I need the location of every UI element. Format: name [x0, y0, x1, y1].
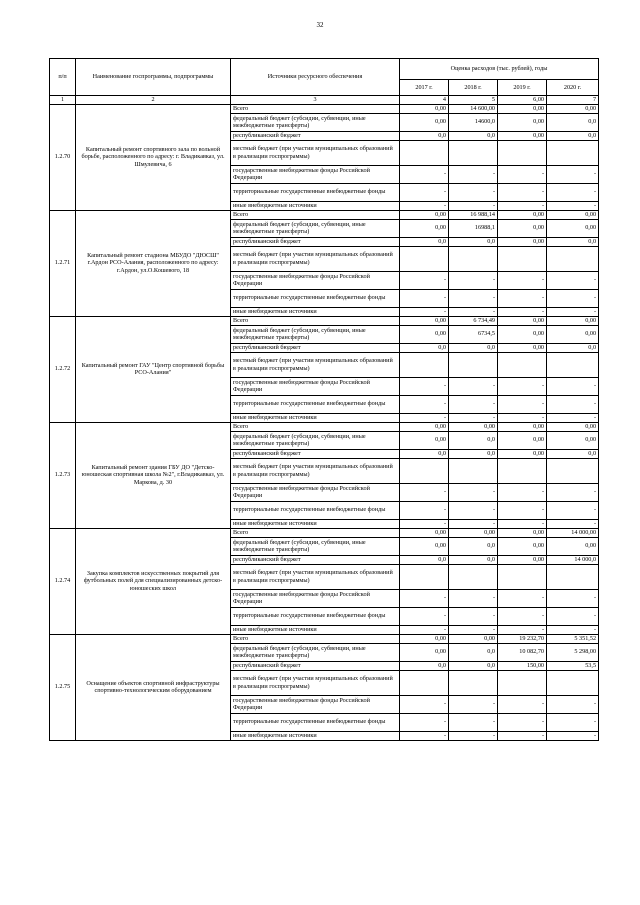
item-name: Капитальный ремонт спортивного зала по вольной борьбе, расположенного по адресу: г. Владикавказ, ул. Шмулевича, 6	[76, 104, 231, 210]
source-label: местный бюджет (при участии муниципальных образований в реализации госпрограммы)	[231, 458, 400, 483]
value-cell	[400, 564, 449, 589]
column-index: 1	[50, 96, 76, 105]
value-cell: 0,00	[498, 131, 547, 140]
value-cell: 0,0	[400, 555, 449, 564]
value-cell: -	[547, 271, 599, 289]
value-cell	[449, 564, 498, 589]
source-label: местный бюджет (при участии муниципальных образований в реализации госпрограммы)	[231, 564, 400, 589]
value-cell: -	[449, 483, 498, 501]
value-cell	[498, 564, 547, 589]
source-label: республиканский бюджет	[231, 661, 400, 670]
value-cell: 0,0	[449, 431, 498, 449]
value-cell: 0,00	[400, 219, 449, 237]
header-year: 2017 г.	[400, 80, 449, 96]
value-cell: -	[400, 289, 449, 307]
header-sources: Источники ресурсного обеспечения	[231, 59, 400, 96]
source-label: Всего	[231, 422, 400, 431]
value-cell	[449, 140, 498, 165]
item-name: Капитальный ремонт ГАУ "Центр спортивной борьбы РСО-Алания"	[76, 316, 231, 422]
value-cell: 0,00	[498, 219, 547, 237]
item-name: Капитальный ремонт стадиона МБУДО "ДЮСШ" г.Ардон РСО-Алания, расположенного по адресу: г.Ардон, ул.О.Кошевого, 18	[76, 210, 231, 316]
source-label: государственные внебюджетные фонды Российской Федерации	[231, 271, 400, 289]
source-label: территориальные государственные внебюджетные фонды	[231, 395, 400, 413]
value-cell: 150,00	[498, 661, 547, 670]
table-row	[50, 528, 599, 537]
source-label: республиканский бюджет	[231, 131, 400, 140]
value-cell: 0,0	[400, 449, 449, 458]
value-cell	[400, 140, 449, 165]
source-label: Всего	[231, 528, 400, 537]
header-year: 2018 г.	[449, 80, 498, 96]
value-cell: 0,00	[449, 422, 498, 431]
value-cell: -	[547, 625, 599, 634]
value-cell: -	[498, 201, 547, 210]
value-cell: 16988,1	[449, 219, 498, 237]
source-label: территориальные государственные внебюджетные фонды	[231, 713, 400, 731]
value-cell: -	[400, 731, 449, 740]
source-label: местный бюджет (при участии муниципальных образований в реализации госпрограммы)	[231, 246, 400, 271]
header-year: 2020 г.	[547, 80, 599, 96]
source-label: федеральный бюджет (субсидии, субвенции, иные межбюджетные трансферты)	[231, 113, 400, 131]
value-cell: -	[547, 501, 599, 519]
value-cell: -	[400, 271, 449, 289]
value-cell: 0,0	[400, 131, 449, 140]
value-cell: -	[449, 519, 498, 528]
source-label: федеральный бюджет (субсидии, субвенции, иные межбюджетные трансферты)	[231, 643, 400, 661]
value-cell: 0,0	[449, 131, 498, 140]
value-cell: 0,00	[400, 210, 449, 219]
value-cell: -	[547, 377, 599, 395]
value-cell: 0,00	[400, 422, 449, 431]
source-label: федеральный бюджет (субсидии, субвенции, иные межбюджетные трансферты)	[231, 325, 400, 343]
value-cell: 0,00	[449, 528, 498, 537]
item-code: 1.2.71	[50, 210, 76, 316]
budget-table	[49, 58, 599, 741]
value-cell: 14600,0	[449, 113, 498, 131]
value-cell	[547, 458, 599, 483]
value-cell: -	[400, 201, 449, 210]
item-code: 1.2.74	[50, 528, 76, 634]
value-cell: -	[547, 183, 599, 201]
value-cell: 19 232,70	[498, 634, 547, 643]
value-cell: -	[400, 483, 449, 501]
source-label: государственные внебюджетные фонды Российской Федерации	[231, 377, 400, 395]
header-estimate: Оценка расходов (тыс. рублей), годы	[400, 59, 599, 80]
value-cell: -	[498, 183, 547, 201]
value-cell: 0,00	[449, 634, 498, 643]
source-label: Всего	[231, 634, 400, 643]
value-cell: 0,00	[498, 237, 547, 246]
value-cell: 0,0	[400, 237, 449, 246]
source-label: Всего	[231, 104, 400, 113]
value-cell	[547, 670, 599, 695]
source-label: территориальные государственные внебюджетные фонды	[231, 183, 400, 201]
value-cell: 0,00	[400, 104, 449, 113]
value-cell: -	[547, 413, 599, 422]
value-cell: -	[547, 695, 599, 713]
item-name: Капитальный ремонт здания ГБУ ДО "Детско-юношеская спортивная школа №2", г.Владикавказ, ул. Маркова, д. 30	[76, 422, 231, 528]
value-cell: 5 351,52	[547, 634, 599, 643]
value-cell: -	[400, 165, 449, 183]
value-cell: -	[449, 289, 498, 307]
value-cell: 0,00	[498, 422, 547, 431]
value-cell: 0,0	[400, 343, 449, 352]
source-label: федеральный бюджет (субсидии, субвенции, иные межбюджетные трансферты)	[231, 537, 400, 555]
value-cell: -	[547, 165, 599, 183]
value-cell: 14 000,0	[547, 555, 599, 564]
source-label: республиканский бюджет	[231, 449, 400, 458]
value-cell	[547, 564, 599, 589]
value-cell: 0,0	[449, 661, 498, 670]
value-cell: -	[547, 201, 599, 210]
value-cell: -	[400, 519, 449, 528]
value-cell: -	[547, 289, 599, 307]
column-index: 5	[449, 96, 498, 105]
value-cell: 0,0	[400, 661, 449, 670]
source-label: местный бюджет (при участии муниципальных образований в реализации госпрограммы)	[231, 352, 400, 377]
value-cell: -	[498, 589, 547, 607]
value-cell: -	[400, 395, 449, 413]
source-label: территориальные государственные внебюджетные фонды	[231, 607, 400, 625]
value-cell: -	[449, 589, 498, 607]
item-name: Оснащение объектов спортивной инфраструктуры спортивно-технологическим оборудованием	[76, 634, 231, 740]
table-row	[50, 634, 599, 643]
value-cell: 0,0	[547, 131, 599, 140]
source-label: территориальные государственные внебюджетные фонды	[231, 501, 400, 519]
value-cell: -	[400, 183, 449, 201]
value-cell: 0,00	[498, 431, 547, 449]
column-index: 7	[547, 96, 599, 105]
value-cell: -	[400, 713, 449, 731]
source-label: территориальные государственные внебюджетные фонды	[231, 289, 400, 307]
value-cell: 0,00	[498, 555, 547, 564]
value-cell: -	[498, 483, 547, 501]
column-index-row	[50, 96, 599, 105]
value-cell: 0,00	[498, 325, 547, 343]
source-label: местный бюджет (при участии муниципальных образований в реализации госпрограммы)	[231, 140, 400, 165]
source-label: государственные внебюджетные фонды Российской Федерации	[231, 483, 400, 501]
value-cell: -	[498, 607, 547, 625]
value-cell: 0,00	[400, 113, 449, 131]
page-number: 32	[316, 21, 324, 29]
value-cell: -	[449, 201, 498, 210]
column-index: 2	[76, 96, 231, 105]
value-cell: 0,0	[449, 643, 498, 661]
column-index: 4	[400, 96, 449, 105]
value-cell	[400, 458, 449, 483]
value-cell: -	[498, 377, 547, 395]
value-cell	[547, 352, 599, 377]
value-cell	[400, 246, 449, 271]
value-cell: -	[498, 413, 547, 422]
item-code: 1.2.73	[50, 422, 76, 528]
value-cell	[498, 670, 547, 695]
value-cell: 14 000,00	[547, 528, 599, 537]
source-label: республиканский бюджет	[231, 555, 400, 564]
value-cell	[498, 140, 547, 165]
value-cell: -	[547, 483, 599, 501]
value-cell: -	[547, 713, 599, 731]
header-num: п/п	[50, 59, 76, 96]
value-cell: -	[449, 377, 498, 395]
value-cell: 0,00	[498, 343, 547, 352]
value-cell: -	[449, 395, 498, 413]
value-cell: -	[400, 501, 449, 519]
value-cell: 0,00	[498, 537, 547, 555]
value-cell: -	[547, 307, 599, 316]
source-label: иные внебюджетные источники	[231, 413, 400, 422]
header-year: 2019 г.	[498, 80, 547, 96]
value-cell: -	[498, 625, 547, 634]
value-cell: -	[400, 695, 449, 713]
value-cell: -	[498, 307, 547, 316]
value-cell	[449, 670, 498, 695]
source-label: Всего	[231, 316, 400, 325]
value-cell: 0,00	[547, 422, 599, 431]
source-label: иные внебюджетные источники	[231, 307, 400, 316]
value-cell: 0,0	[449, 449, 498, 458]
value-cell: -	[547, 589, 599, 607]
table-row	[50, 422, 599, 431]
value-cell: 0,0	[547, 113, 599, 131]
source-label: иные внебюджетные источники	[231, 731, 400, 740]
item-code: 1.2.70	[50, 104, 76, 210]
value-cell: -	[498, 501, 547, 519]
value-cell: -	[498, 165, 547, 183]
header-name: Наименование госпрограммы, подпрограммы	[76, 59, 231, 96]
value-cell: -	[449, 307, 498, 316]
value-cell: 0,0	[449, 555, 498, 564]
value-cell: 0,0	[449, 237, 498, 246]
value-cell	[547, 140, 599, 165]
value-cell: -	[498, 731, 547, 740]
value-cell	[498, 458, 547, 483]
column-index: 3	[231, 96, 400, 105]
value-cell: -	[400, 377, 449, 395]
value-cell: 0,00	[547, 104, 599, 113]
value-cell: 0,00	[400, 537, 449, 555]
value-cell	[449, 246, 498, 271]
value-cell: 0,0	[547, 449, 599, 458]
value-cell: 14 600,00	[449, 104, 498, 113]
column-index: 6,00	[498, 96, 547, 105]
value-cell: 5 298,00	[547, 643, 599, 661]
value-cell: -	[400, 589, 449, 607]
source-label: республиканский бюджет	[231, 343, 400, 352]
source-label: местный бюджет (при участии муниципальных образований в реализации госпрограммы)	[231, 670, 400, 695]
value-cell: 0,00	[400, 325, 449, 343]
item-code: 1.2.75	[50, 634, 76, 740]
value-cell: -	[449, 695, 498, 713]
value-cell: 0,00	[498, 528, 547, 537]
value-cell: -	[449, 271, 498, 289]
value-cell	[400, 670, 449, 695]
value-cell: -	[449, 607, 498, 625]
table-body	[50, 104, 599, 740]
value-cell: 0,00	[547, 316, 599, 325]
source-label: иные внебюджетные источники	[231, 625, 400, 634]
source-label: государственные внебюджетные фонды Российской Федерации	[231, 589, 400, 607]
value-cell: -	[449, 731, 498, 740]
item-name: Закупка комплектов искусственных покрытий для футбольных полей для специализированных детско-юношеских школ	[76, 528, 231, 634]
value-cell: 0,00	[547, 219, 599, 237]
value-cell: 0,0	[449, 537, 498, 555]
table-row	[50, 316, 599, 325]
value-cell: 0,00	[400, 431, 449, 449]
value-cell: -	[498, 289, 547, 307]
value-cell: -	[449, 165, 498, 183]
source-label: Всего	[231, 210, 400, 219]
table-row	[50, 104, 599, 113]
value-cell: -	[547, 395, 599, 413]
value-cell: 0,00	[547, 537, 599, 555]
value-cell: -	[449, 625, 498, 634]
source-label: федеральный бюджет (субсидии, субвенции, иные межбюджетные трансферты)	[231, 219, 400, 237]
value-cell: -	[547, 519, 599, 528]
value-cell: 0,0	[547, 343, 599, 352]
value-cell: 0,00	[400, 528, 449, 537]
value-cell: 0,00	[498, 113, 547, 131]
value-cell: 0,00	[498, 210, 547, 219]
value-cell: -	[498, 271, 547, 289]
value-cell: -	[400, 413, 449, 422]
source-label: иные внебюджетные источники	[231, 519, 400, 528]
value-cell: 0,00	[400, 634, 449, 643]
source-label: государственные внебюджетные фонды Российской Федерации	[231, 165, 400, 183]
value-cell: -	[449, 713, 498, 731]
value-cell: -	[498, 695, 547, 713]
value-cell	[449, 352, 498, 377]
value-cell: -	[449, 183, 498, 201]
value-cell: -	[400, 607, 449, 625]
value-cell: -	[498, 713, 547, 731]
value-cell	[547, 246, 599, 271]
table-row	[50, 210, 599, 219]
value-cell: 6734,5	[449, 325, 498, 343]
source-label: федеральный бюджет (субсидии, субвенции, иные межбюджетные трансферты)	[231, 431, 400, 449]
value-cell	[449, 458, 498, 483]
value-cell	[498, 352, 547, 377]
value-cell: 16 988,14	[449, 210, 498, 219]
value-cell: 10 082,70	[498, 643, 547, 661]
value-cell	[400, 352, 449, 377]
value-cell: -	[547, 731, 599, 740]
value-cell: -	[498, 395, 547, 413]
value-cell: 0,00	[400, 316, 449, 325]
item-code: 1.2.72	[50, 316, 76, 422]
value-cell: 0,00	[498, 104, 547, 113]
value-cell: 0,0	[449, 343, 498, 352]
value-cell: -	[400, 625, 449, 634]
value-cell: 0,00	[547, 325, 599, 343]
value-cell: -	[547, 607, 599, 625]
source-label: иные внебюджетные источники	[231, 201, 400, 210]
value-cell: 0,00	[400, 643, 449, 661]
value-cell: -	[400, 307, 449, 316]
value-cell: -	[449, 413, 498, 422]
value-cell: 0,00	[547, 210, 599, 219]
value-cell: 6 734,49	[449, 316, 498, 325]
value-cell: 0,00	[547, 431, 599, 449]
value-cell: 0,00	[498, 316, 547, 325]
value-cell: 0,00	[498, 449, 547, 458]
source-label: государственные внебюджетные фонды Российской Федерации	[231, 695, 400, 713]
value-cell: 0,0	[547, 237, 599, 246]
value-cell: -	[498, 519, 547, 528]
value-cell: 53,5	[547, 661, 599, 670]
value-cell	[498, 246, 547, 271]
source-label: республиканский бюджет	[231, 237, 400, 246]
value-cell: -	[449, 501, 498, 519]
